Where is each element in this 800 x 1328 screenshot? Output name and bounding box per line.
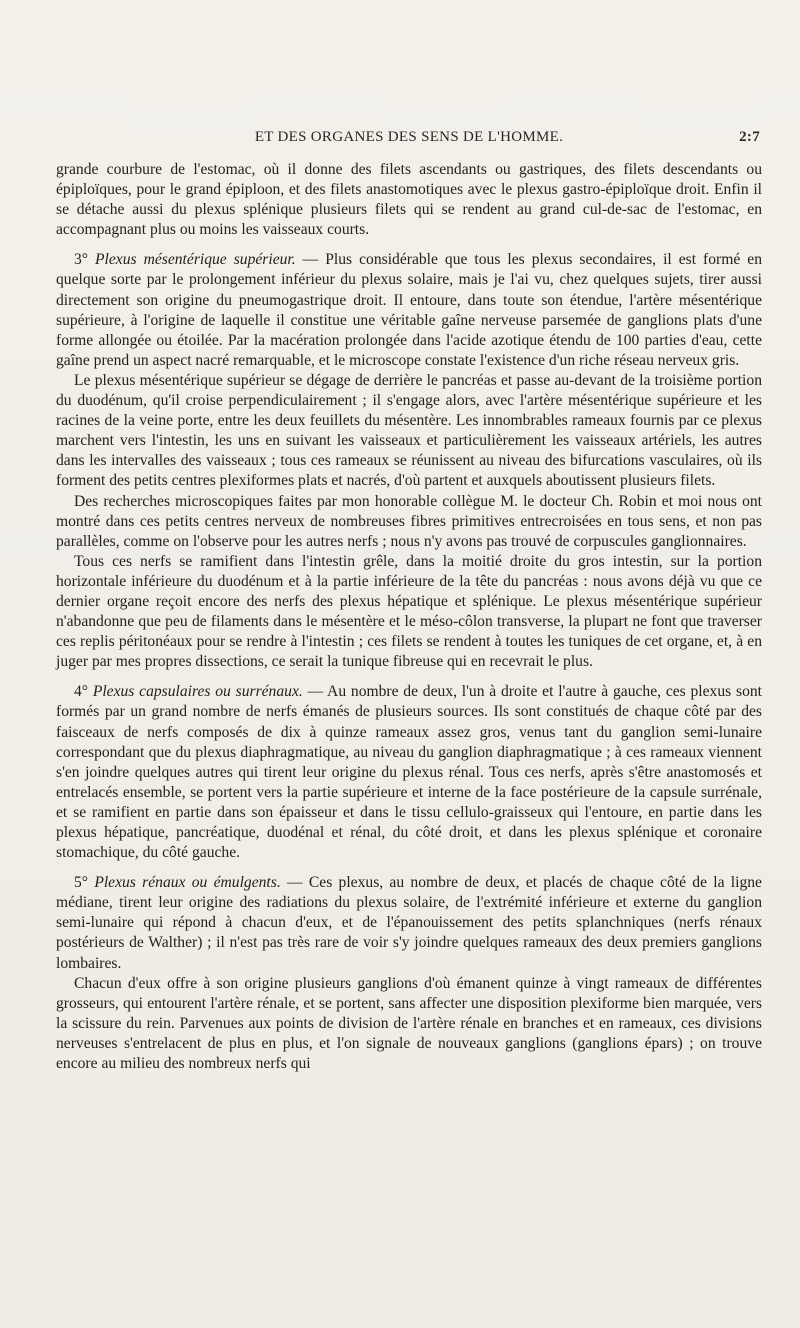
page-number: 2:7 <box>739 129 760 145</box>
body-text <box>56 160 762 1074</box>
paragraph <box>56 974 762 1074</box>
paragraph-text: Des recherches microscopiques faites par mon honorable collègue M. le docteur Ch. Robin et moi nous ont montré dans ces petits centres nerveux de nombreuses fibres primitives entrecroisées en tous sens, et non pas parallèles, comme on l'observe pour les autres nerfs ; nous n'y avons pas trouvé de corpuscules ganglionnaires. <box>56 492 762 550</box>
paragraph-continuation <box>56 160 762 240</box>
section-heading: Plexus mésentérique supérieur. <box>95 251 296 269</box>
running-title: ET DES ORGANES DES SENS DE L'HOMME. <box>254 129 564 145</box>
section-heading: Plexus rénaux ou émulgents. <box>94 874 281 892</box>
paragraph <box>56 492 762 552</box>
paragraph-text: Tous ces nerfs se ramifient dans l'intestin grêle, dans la moitié droite du gros intestin, sur la portion horizontale inférieure du duodénum et à la partie inférieure de la tête du pancréas : nous avons déjà vu que ce dernier organe reçoit encore des nerfs des plexus hépatique et splénique. Le plexus mésentérique supérieur n'abandonne que peu de filaments dans le mésentère et le méso-côlon transverse, la plupart ne font que traverser ces replis péritonéaux pour se rendre à l'intestin ; ces filets se rendent à toutes les tuniques de cet organe, et, à en juger par mes propres dissections, ce serait la tunique fibreuse qui en recevrait le plus. <box>56 552 762 671</box>
paragraph <box>56 371 762 492</box>
section-number: 5° <box>74 874 95 892</box>
running-header <box>56 129 762 151</box>
paragraph-text: Chacun d'eux offre à son origine plusieurs ganglions d'où émanent quinze à vingt rameaux de différentes grosseurs, qui entourent l'artère rénale, et se portent, sans affecter une disposition plexiforme bien marquée, vers la scissure du rein. Parvenues aux points de division de l'artère rénale en branches et en rameaux, ces divisions nerveuses s'entrelacent de plus en plus, et l'on signale de nouveaux ganglions (ganglions épars) ; on trouve encore au milieu des nombreux nerfs qui <box>56 974 762 1073</box>
section-number: 3° <box>74 251 96 269</box>
section-heading: Plexus capsulaires ou surrénaux. <box>92 683 303 701</box>
section-capsular-plexus <box>56 682 762 863</box>
paragraph-text: grande courbure de l'estomac, où il donne des filets ascendants ou gastriques, des filets descendants ou épiploïques, pour le grand épiploon, et des filets anastomotiques avec le plexus gastro-épiploïque droit. Enfin il se détache aussi du plexus splénique plusieurs filets qui se rendent au grand cul-de-sac de l'estomac, en accompagnant plus ou moins les vaisseaux courts. <box>56 161 762 239</box>
section-number: 4° <box>74 683 93 701</box>
section-renal-plexus <box>56 873 762 973</box>
paragraph-text: — Ces plexus, au nombre de deux, et placés de chaque côté de la ligne médiane, tirent leur origine des radiations du plexus solaire, de l'extrémité inférieure et externe du ganglion semi-lunaire qui répond à chacun d'eux, et de l'épanouissement des petits splanchniques (nerfs rénaux postérieurs de Walther) ; il n'est pas très rare de voir s'y joindre quelques rameaux des deux premiers ganglions lombaires. <box>56 874 762 972</box>
section-mesenteric-superior <box>56 250 762 371</box>
paragraph-text: Le plexus mésentérique supérieur se dégage de derrière le pancréas et passe au-devant de la troisième portion du duodénum, qu'il croise perpendiculairement ; il s'engage alors, avec l'artère mésentérique supérieure et les racines de la veine porte, entre les deux feuillets du mésentère. Les innombrables rameaux fournis par ce plexus marchent vers l'intestin, les uns en suivant les vaisseaux et particulièrement les vaisseaux artériels, les autres dans les intervalles des vaisseaux ; tous ces rameaux se réunissent au niveau des bifurcations vasculaires, où ils forment des petits centres plexiformes plats et nacrés, d'où partent et auxquels aboutissent plusieurs filets. <box>56 371 762 490</box>
paragraph <box>56 552 762 673</box>
paragraph-text: — Plus considérable que tous les plexus secondaires, il est formé en quelque sorte par le prolongement inférieur du plexus solaire, mais je l'ai vu, chez quelques sujets, tirer aussi directement son origine du pneumogastrique droit. Il entoure, dans toute son étendue, l'artère mésentérique supérieure, à l'origine de laquelle il constitue une véritable gaîne nerveuse parsemée de ganglions plats d'une forme allongée ou étoilée. Par la macération prolongée dans l'acide azotique étendu de 100 parties d'eau, cette gaîne prend un aspect nacré remarquable, et le microscope constate l'existence d'un riche réseau nerveux gris. <box>56 251 762 369</box>
paragraph-text: — Au nombre de deux, l'un à droite et l'autre à gauche, ces plexus sont formés par un grand nombre de nerfs émanés de plusieurs sources. Ils sont constitués de chaque côté par des faisceaux de nerfs composés de dix à quinze rameaux assez gros, venus tant du ganglion semi-lunaire correspondant que du plexus diaphragmatique, au niveau du ganglion diaphragmatique ; à ces rameaux viennent s'en joindre quelques autres qui tirent leur origine du plexus rénal. Tous ces nerfs, après s'être anastomosés et entrelacés ensemble, se portent vers la partie supérieure et interne de la face postérieure de la capsule surrénale, et se ramifient en partie dans son épaisseur et dans le tissu cellulo-graisseux qui l'entoure, en partie dans les plexus hépatique, pancréatique, duodénal et rénal, du côté droit, et dans les plexus splénique et coronaire stomachique, du côté gauche. <box>56 683 762 862</box>
